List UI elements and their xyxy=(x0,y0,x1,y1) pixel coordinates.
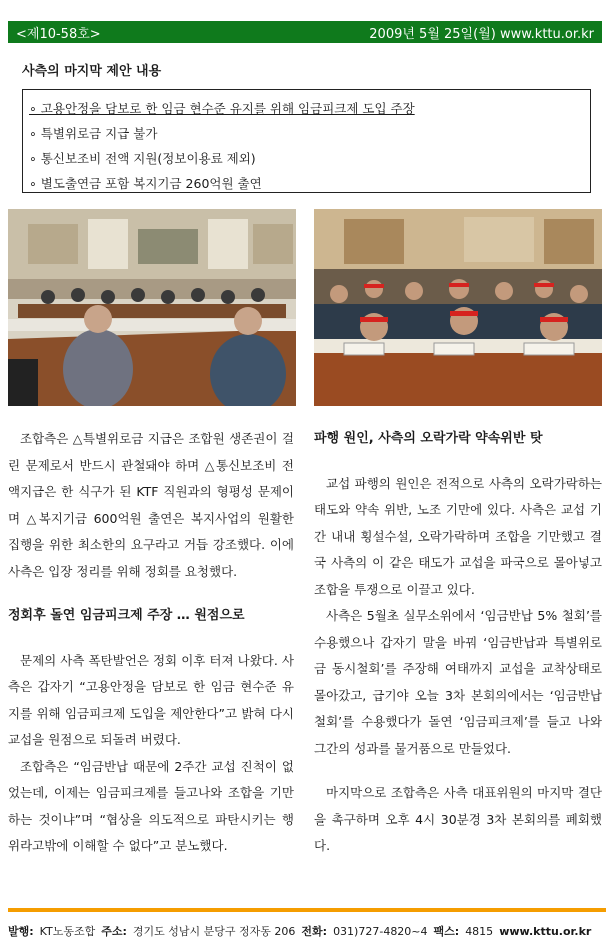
proposal-item: ∘ 별도출연금 포함 복지기금 260억원 출연 xyxy=(29,176,262,191)
address-label: 주소: xyxy=(101,925,127,938)
union-headband-photo xyxy=(314,209,602,406)
proposal-item: ∘ 통신보조비 전액 지원(정보이용료 제외) xyxy=(29,151,256,166)
meeting-photo xyxy=(8,209,296,406)
fax-label: 팩스: xyxy=(433,925,460,938)
article-paragraph: 마지막으로 조합측은 사측 대표위원의 마지막 결단을 촉구하며 오후 4시 30분경 3차 본회의를 폐회했다. xyxy=(314,785,602,853)
article-paragraph: 교섭 파행의 원인은 전적으로 사측의 오락가락하는 태도와 약속 위반, 노조 기만에 있다. 사측은 교섭 기간 내내 횡설수설, 오락가락하며 조합을 기만했고 결국 사측의 이 같은 태도가 교섭을 파국으로 몰아넣고 조합을 투쟁으로 이끌고 있다. xyxy=(314,475,602,597)
proposal-box xyxy=(22,89,591,193)
fax: 4815 xyxy=(465,924,494,938)
left-column xyxy=(8,426,294,860)
article-paragraph: 문제의 사측 폭탄발언은 정회 이후 터져 나왔다. 사측은 갑자기 “고용안정을 담보로 한 임금 현수준 유지를 위해 임금피크제 도입을 제안한다”고 밝혀 다시 교섭을 원점으로 되돌려 버렸다. xyxy=(8,652,294,747)
phone: 031)727-4820~4 xyxy=(333,924,428,938)
proposal-item: ∘ 고용안정을 담보로 한 임금 현수준 유지를 위해 임금피크제 도입 주장 xyxy=(29,101,415,116)
section-heading: 정회후 돌연 임금피크제 주장 … 원점으로 xyxy=(8,608,245,623)
article-paragraph: 조합측은 △특별위로금 지급은 조합원 생존권이 걸린 문제로서 반드시 관철돼야 하며 △통신보조비 전액지급은 한 식구가 된 KTF 직원과의 형평성 문제이며 △복지기금 600억원 출연은 복지사업의 원활한 집행을 위한 최소한의 요구라고 거듭 강조했다. 이에 사측은 입장 정리를 위해 정회를 요청했다. xyxy=(8,431,294,579)
publisher: KT노동조합 xyxy=(39,925,96,938)
issue-number: <제10-58호> xyxy=(16,26,101,42)
proposal-title: 사측의 마지막 제안 내용 xyxy=(22,64,162,79)
section-heading: 파행 원인, 사측의 오락가락 약속위반 탓 xyxy=(314,431,543,446)
footer xyxy=(8,923,606,939)
article-paragraph: 조합측은 “임금반납 때문에 2주간 교섭 진척이 없었는데, 이제는 임금피크제를 들고나와 조합을 기만하는 것이냐”며 “협상을 의도적으로 파탄시키는 행위라고밖에 이해할 수 없다”고 분노했다. xyxy=(8,758,294,853)
publisher-label: 발행: xyxy=(8,925,34,938)
newsletter-header xyxy=(8,21,602,43)
footer-divider xyxy=(8,908,606,912)
address: 경기도 성남시 분당구 정자동 206 xyxy=(132,925,296,938)
right-column xyxy=(314,426,602,860)
date-site: 2009년 5월 25일(월) www.kttu.or.kr xyxy=(369,26,594,42)
phone-label: 전화: xyxy=(301,925,328,938)
proposal-item: ∘ 특별위로금 지급 불가 xyxy=(29,126,158,141)
site-link[interactable]: www.kttu.or.kr xyxy=(499,924,592,938)
article-paragraph: 사측은 5월초 실무소위에서 ‘임금반납 5% 철회’를 수용했으나 갑자기 말을 바꿔 ‘임금반납과 특별위로금 동시철회’를 주장해 여태까지 교섭을 교착상태로 몰아갔고, 급기야 오늘 3차 본회의에서는 ‘임금반납 철회’를 수용했다가 돌연 ‘임금피크제’를 들고 나와 그간의 성과를 물거품으로 만들었다. xyxy=(314,608,602,756)
